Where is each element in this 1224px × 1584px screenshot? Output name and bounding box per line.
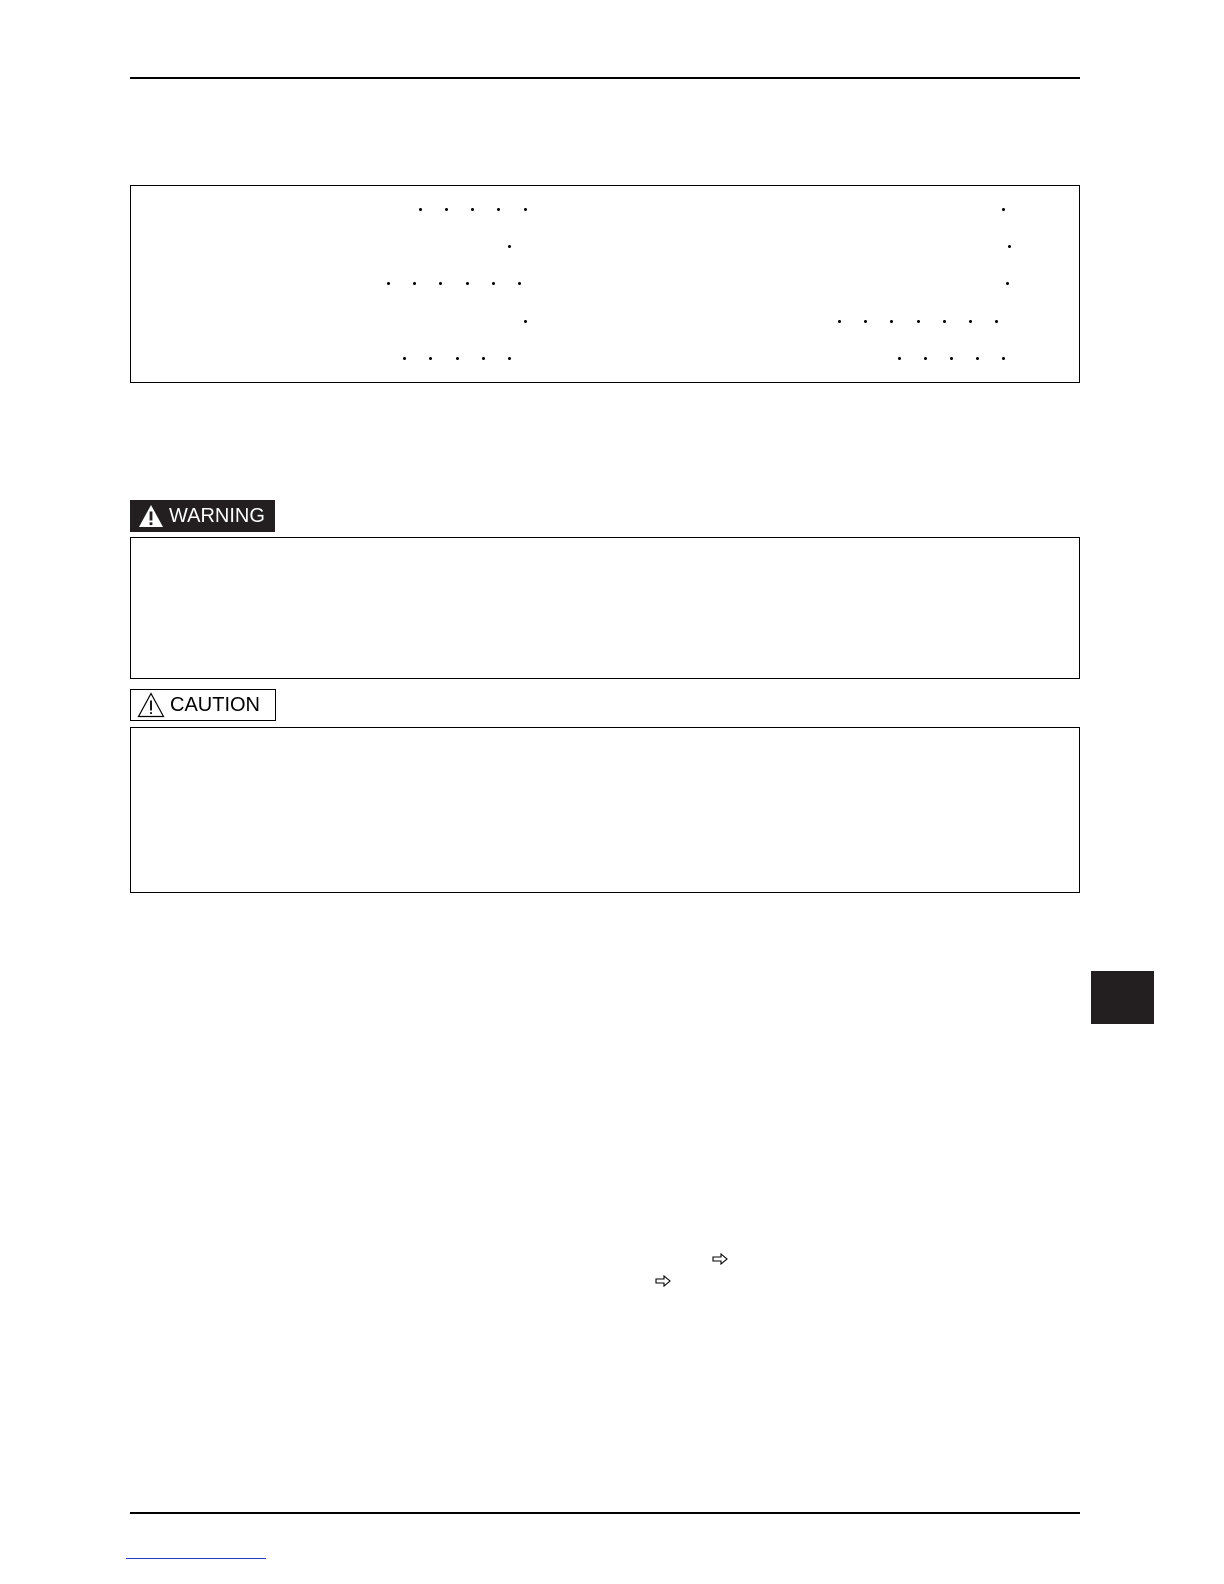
leader-dot	[1002, 208, 1005, 211]
leader-dot	[1008, 245, 1011, 248]
leader-dot	[456, 357, 459, 360]
link-underline[interactable]	[126, 1558, 266, 1559]
leader-dot	[838, 320, 841, 323]
section-tab	[1091, 971, 1154, 1024]
leader-dot	[387, 282, 390, 285]
leader-dot	[864, 320, 867, 323]
leader-dot	[403, 357, 406, 360]
leader-dot	[508, 357, 511, 360]
leader-dot	[429, 357, 432, 360]
leader-dot	[497, 208, 500, 211]
hollow-right-arrow-icon	[712, 1253, 728, 1265]
leader-dot	[445, 208, 448, 211]
leader-dot	[950, 357, 953, 360]
leader-dot	[466, 282, 469, 285]
caution-notice-box	[130, 727, 1080, 893]
hollow-right-arrow-icon	[655, 1275, 671, 1287]
leader-dot	[976, 357, 979, 360]
caution-label	[130, 689, 276, 721]
leader-dot	[1002, 357, 1005, 360]
caution-triangle-icon	[137, 692, 165, 718]
leader-dot	[943, 320, 946, 323]
caution-label-text: CAUTION	[170, 693, 260, 716]
leader-dot	[917, 320, 920, 323]
leader-dot	[898, 357, 901, 360]
leader-dot	[924, 357, 927, 360]
leader-dot	[518, 282, 521, 285]
leader-dot	[890, 320, 893, 323]
leader-dot	[413, 282, 416, 285]
warning-notice-box	[130, 537, 1080, 679]
leader-dot	[1006, 282, 1009, 285]
contents-box	[130, 185, 1080, 383]
warning-triangle-icon	[138, 504, 164, 528]
header-rule	[130, 77, 1080, 79]
leader-dot	[508, 245, 511, 248]
leader-dot	[482, 357, 485, 360]
warning-label-text: WARNING	[169, 504, 265, 527]
footer-rule	[130, 1512, 1080, 1514]
leader-dot	[439, 282, 442, 285]
leader-dot	[524, 208, 527, 211]
leader-dot	[524, 320, 527, 323]
leader-dot	[492, 282, 495, 285]
leader-dot	[995, 320, 998, 323]
leader-dot	[969, 320, 972, 323]
leader-dot	[471, 208, 474, 211]
leader-dot	[419, 208, 422, 211]
warning-label	[130, 500, 275, 532]
